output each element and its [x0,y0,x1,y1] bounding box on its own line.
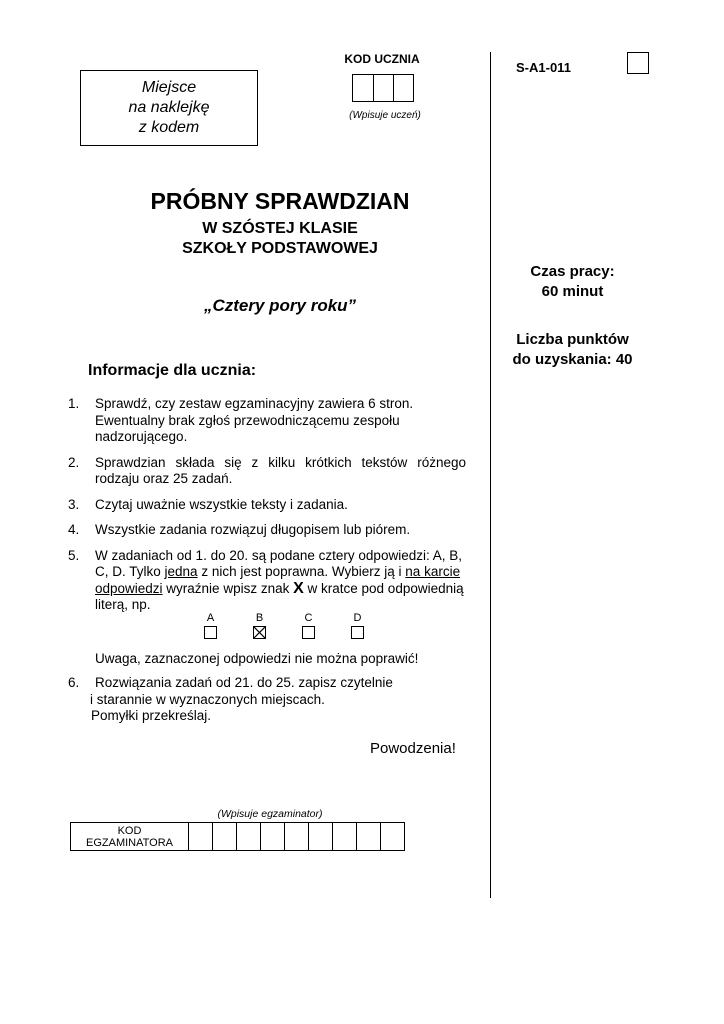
rule-3 [66,497,466,514]
rule-underline-one: jedna [164,564,198,579]
corner-checkbox[interactable] [627,52,649,74]
examiner-code-cell[interactable] [309,823,333,851]
student-code-box-1[interactable] [353,75,373,101]
rule-text: Sprawdź, czy zestaw egzaminacyjny zawiera 6 stron. Ewentualny brak zgłoś przewodniczącemu zespołu nadzorującego. [95,396,414,444]
student-code-box-3[interactable] [393,75,413,101]
rule-6-line-1: Rozwiązania zadań od 21. do 25. zapisz czytelnie [95,675,393,690]
example-option-c [284,612,333,639]
title-line-3: SZKOŁY PODSTAWOWEJ [182,240,378,257]
rule-text: Sprawdzian składa się z kilku krótkich tekstów różnego rodzaju oraz 25 zadań. [95,454,466,486]
examiner-note: (Wpisuje egzaminator) [217,808,323,820]
examiner-code-cell[interactable] [237,823,261,851]
rule-text-part-4: w kratce pod odpowiednią literą, np. [95,580,464,612]
rule-text-part-3: wyraźnie wpisz znak [162,580,294,596]
work-time [500,262,645,302]
rule-number: 1. [68,396,80,411]
rule-number: 4. [68,522,80,537]
examiner-code-cell[interactable] [357,823,381,851]
points-label: Liczba punktów [516,331,629,348]
student-code-title: KOD UCZNIA [344,52,420,66]
sticker-text [119,78,219,138]
examiner-code-cell[interactable] [333,823,357,851]
option-checkbox[interactable] [204,626,217,639]
example-option-d [333,612,382,639]
rule-number: 3. [68,496,80,512]
examiner-code-table [70,822,405,851]
examiner-code-cell[interactable] [381,823,405,851]
sticker-line-1: Miejsce [141,79,197,96]
exam-code: S-A1-011 [516,60,571,75]
rule-6-line-2: i starannie w wyznaczonych miejscach. [90,691,325,707]
x-mark-icon [254,627,265,638]
title-line-2: W SZÓSTEJ KLASIE [202,220,358,237]
rule-1 [66,396,466,446]
option-checkbox[interactable] [302,626,315,639]
option-label: B [255,612,264,624]
rule-6 [66,675,466,725]
rule-text-part-1: W zadaniach od 1. do 20. są podane cztery odpowiedzi: A, B, C, D. Tylko [95,547,462,579]
work-time-label: Czas pracy: [530,263,615,280]
exam-subtitle: „Cztery pory roku” [203,296,357,315]
rule-number: 5. [68,547,80,563]
points-value: do uzyskania: 40 [512,351,633,368]
example-option-b [235,612,284,639]
rule-2 [66,455,466,488]
vertical-divider [490,52,491,898]
mark-symbol: X [293,579,304,597]
examiner-label-line-2: EGZAMINATORA [86,836,173,849]
option-label: A [206,612,215,624]
rule-underline-answer-card: na karcie odpowiedzi [95,564,461,596]
option-label: D [353,612,362,624]
student-code-boxes [352,74,414,102]
examiner-code-cell[interactable] [213,823,237,851]
examiner-code-cell[interactable] [189,823,213,851]
option-checkbox[interactable] [351,626,364,639]
main-title: PRÓBNY SPRAWDZIAN [150,188,410,214]
warning-text: Uwaga, zaznaczonej odpowiedzi nie można poprawić! [95,651,419,666]
good-luck-text: Powodzenia! [370,740,456,757]
rules-list [66,396,466,623]
rule-5 [66,548,466,614]
option-label: C [304,612,313,624]
rule-text: Czytaj uważnie wszystkie teksty i zadania. [95,496,348,512]
rule-4 [66,522,466,539]
rule-text: Wszystkie zadania rozwiązuj długopisem lub piórem. [95,522,411,537]
sticker-line-2: na naklejkę [128,99,210,116]
rule-text-part-2: z nich jest poprawna. Wybierz ją i [197,564,406,579]
examiner-code-label [71,823,189,851]
sticker-placeholder-box [80,70,258,146]
examiner-code-cell[interactable] [285,823,309,851]
examiner-code-cell[interactable] [261,823,285,851]
info-heading: Informacje dla ucznia: [88,362,257,379]
rule-number: 2. [68,454,80,470]
student-code-note: (Wpisuje uczeń) [349,110,421,121]
points-info [500,330,645,370]
rule-6-line-3: Pomyłki przekreślaj. [91,708,212,723]
student-code-box-2[interactable] [373,75,393,101]
work-time-value: 60 minut [541,283,604,300]
example-answer-row [186,612,382,639]
rule-number: 6. [68,675,80,690]
sticker-line-3: z kodem [138,119,200,136]
option-checkbox-checked[interactable] [253,626,266,639]
examiner-label-line-1: KOD [117,824,142,837]
example-option-a [186,612,235,639]
